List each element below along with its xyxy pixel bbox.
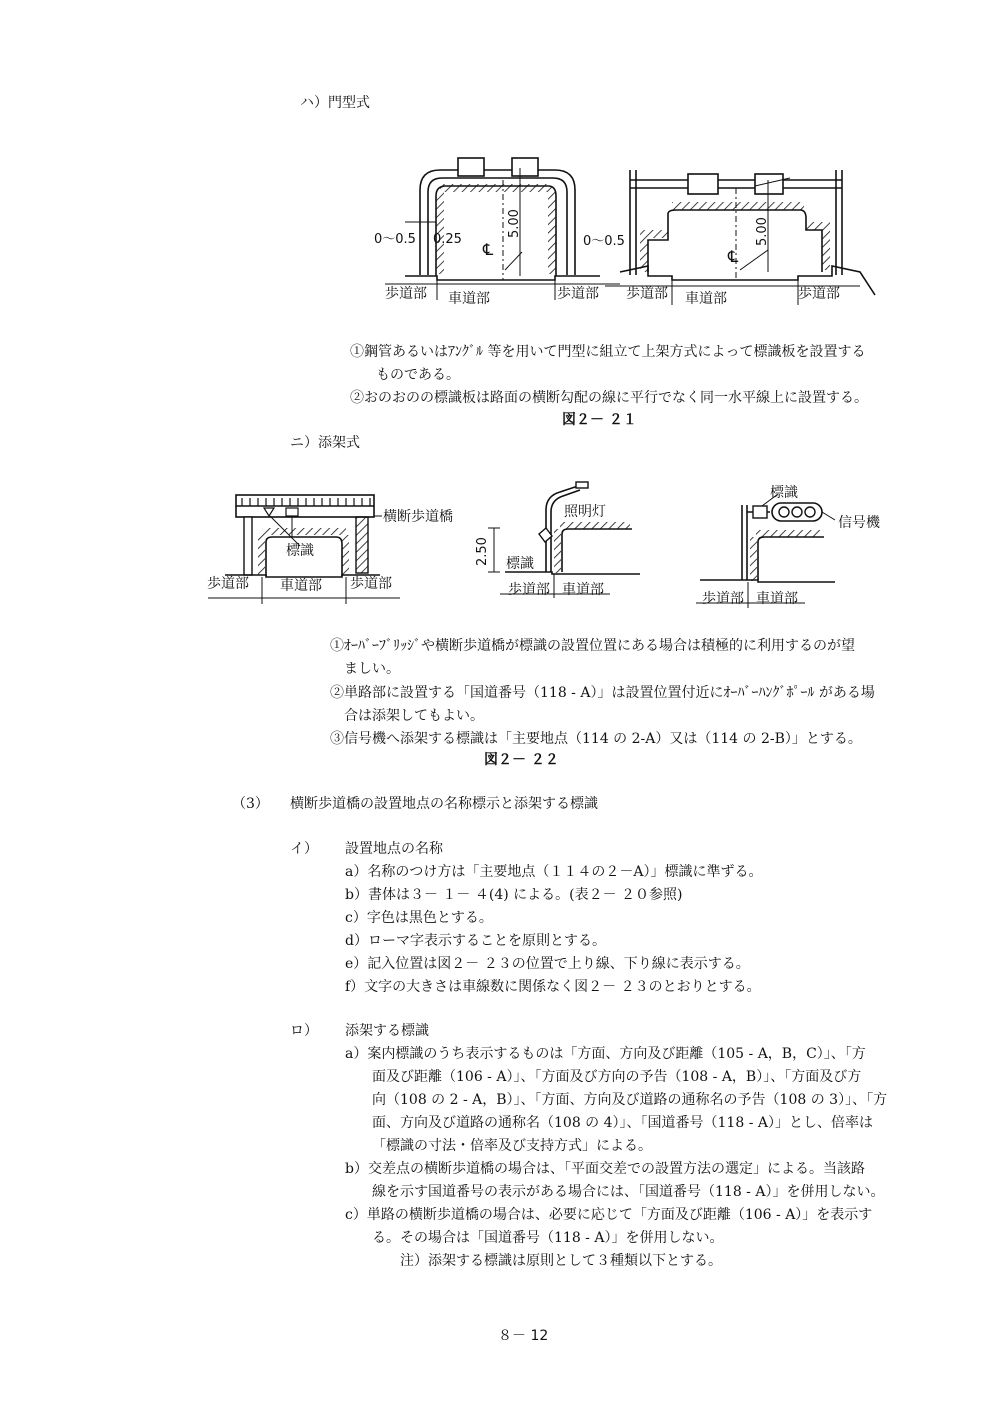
- page-number: ８－ 12: [498, 1328, 549, 1344]
- heading-attached-type: ニ）添架式: [290, 435, 360, 451]
- heading-gate-type: ハ）門型式: [300, 95, 370, 111]
- centerline-left: ℄: [483, 240, 494, 259]
- sub-ro-b-line2: 線を示す国道番号の表示がある場合には、「国道番号（118 - A）」を併用しない。: [372, 1184, 885, 1200]
- label-carriageway-c: 車道部: [756, 591, 798, 607]
- label-sign-b: 標識: [506, 556, 534, 572]
- sub-ro-c-line2: る。その場合は「国道番号（118 - A）」を併用しない。: [372, 1230, 724, 1246]
- fig22-note1-line1: ①ｵｰﾊﾞｰﾌﾞﾘｯｼﾞや横断歩道橋が標識の設置位置にある場合は積極的に利用するのが望: [330, 638, 855, 654]
- sub-ro-a-line1: a）案内標識のうち表示するものは「方面、方向及び距離（105 - A，B，C）」、「方: [345, 1046, 866, 1062]
- sub-i-item-c: c）字色は黒色とする。: [345, 910, 493, 926]
- dim-500-left: 5.00: [507, 209, 522, 238]
- diagram-street-light: [488, 482, 640, 598]
- fig21-note1-line2: ものである。: [376, 367, 460, 383]
- label-street-light: 照明灯: [564, 504, 606, 520]
- fig21-caption: 図２－ ２１: [562, 412, 637, 428]
- sub-ro-a-line3: 向（108 の 2 - A，B）」、「方面、方向及び道路の通称名の予告（108 の 3）」、「方: [372, 1092, 888, 1108]
- sub-ro-a-line5: 「標識の寸法・倍率及び支持方式」による。: [372, 1138, 652, 1154]
- sub-i-item-d: d）ローマ字表示することを原則とする。: [345, 933, 606, 949]
- sub-ro-a-line2: 面及び距離（106 - A）」、「方面及び方向の予告（108 - A，B）」、「方面及び方: [372, 1069, 862, 1085]
- sub-ro-note: 注）添架する標識は原則として３種類以下とする。: [400, 1253, 722, 1269]
- sub-i-item-b: b）書体は３－ １－ ４(4) による。(表２－ ２０参照): [345, 887, 683, 903]
- sub-ro-c-line1: c）単路の横断歩道橋の場合は、必要に応じて「方面及び距離（106 - A）」を表示す: [345, 1207, 873, 1223]
- fig22-caption: 図２－ ２２: [484, 752, 559, 768]
- fig21-note2: ②おのおのの標識板は路面の横断勾配の線に平行でなく同一水平線上に設置する。: [350, 390, 868, 406]
- fig22-note2-line1: ②単路部に設置する「国道番号（118 - A）」は設置位置付近にｵｰﾊﾞｰﾊﾝｸﾞﾎﾟｰﾙ がある場: [330, 685, 875, 701]
- section-3-number: （3）: [232, 796, 269, 812]
- label-carriageway-a: 車道部: [280, 578, 322, 594]
- label-sidewalk-1: 歩道部: [385, 286, 427, 302]
- section-3-title: 横断歩道橋の設置地点の名称標示と添架する標識: [290, 796, 598, 812]
- label-sign-c: 標識: [770, 485, 798, 501]
- label-carriageway-b: 車道部: [562, 582, 604, 598]
- label-sidewalk-a2: 歩道部: [350, 576, 392, 592]
- label-sign-a: 標識: [286, 543, 314, 559]
- fig22-note3: ③信号機へ添架する標識は「主要地点（114 の 2-A）又は（114 の 2-B）」とする。: [330, 731, 862, 747]
- dim-0-05-right: 0～0.5: [583, 234, 625, 249]
- sub-ro-b-line1: b）交差点の横断歩道橋の場合は、「平面交差での設置方法の選定」による。当該路: [345, 1161, 865, 1177]
- sub-i-label: イ）: [290, 841, 318, 857]
- sub-i-title: 設置地点の名称: [345, 841, 443, 857]
- label-sidewalk-c: 歩道部: [702, 591, 744, 607]
- label-carriageway-2: 車道部: [685, 291, 727, 307]
- dim-025: 0.25: [433, 232, 462, 247]
- fig21-note1-line1: ①鋼管あるいはｱﾝｸﾞﾙ 等を用いて門型に組立て上架方式によって標識板を設置する: [350, 344, 866, 360]
- label-sidewalk-4: 歩道部: [798, 286, 840, 302]
- label-sidewalk-3: 歩道部: [626, 286, 668, 302]
- sub-ro-title: 添架する標識: [345, 1023, 429, 1039]
- centerline-right: ℄: [728, 247, 739, 266]
- dim-500-right: 5.00: [755, 217, 770, 246]
- label-traffic-signal: 信号機: [838, 515, 880, 531]
- label-carriageway-1: 車道部: [448, 291, 490, 307]
- sub-i-item-e: e）記入位置は図２－ ２３の位置で上り線、下り線に表示する。: [345, 956, 750, 972]
- label-sidewalk-a1: 歩道部: [207, 576, 249, 592]
- fig22-note1-line2: ましい。: [344, 661, 400, 677]
- sub-i-item-f: f）文字の大きさは車線数に関係なく図２－ ２３のとおりとする。: [345, 979, 761, 995]
- label-sidewalk-2: 歩道部: [557, 286, 599, 302]
- dim-0-05-left: 0～0.5: [374, 232, 416, 247]
- sub-i-item-a: a）名称のつけ方は「主要地点（１１４の２－A）」標識に準ずる。: [345, 864, 763, 880]
- label-pedestrian-bridge: 横断歩道橋: [383, 509, 453, 525]
- sub-ro-a-line4: 面、方向及び道路の通称名（108 の 4）」、「国道番号（118 - A）」とし、倍率は: [372, 1115, 873, 1131]
- fig22-note2-line2: 合は添架してもよい。: [344, 708, 484, 724]
- label-sidewalk-b: 歩道部: [508, 582, 550, 598]
- sub-ro-label: ロ）: [290, 1023, 318, 1039]
- dim-250: 2.50: [475, 537, 490, 566]
